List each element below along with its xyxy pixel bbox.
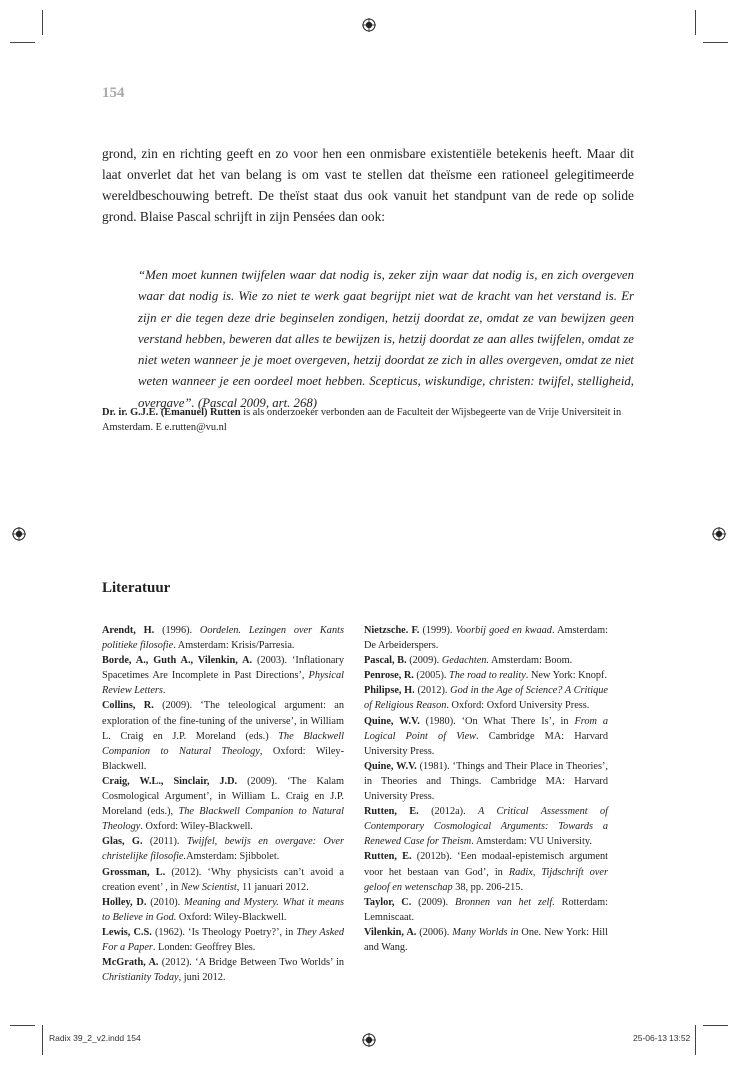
crop-mark-bottom-left-h	[10, 1025, 35, 1026]
reference-author: Holley, D.	[102, 896, 147, 908]
reference-title: Twijfel, bewijs en overgave: Over christelijke filosofie.	[102, 836, 344, 863]
reference-author: Glas, G.	[102, 836, 143, 848]
reference-text: (2012a).	[418, 806, 479, 818]
crop-mark-top-left-h	[10, 42, 35, 43]
author-name: Dr. ir. G.J.E. (Emanuel) Rutten	[102, 407, 241, 418]
reference-text: , Oxford: Wiley-Blackwell.	[102, 745, 344, 772]
reference-title: God in the Age of Science? A Critique of Religious Reason	[364, 685, 608, 712]
reference-entry	[102, 623, 344, 653]
reference-author: Vilenkin, A.	[364, 926, 417, 938]
reference-title: Oordelen. Lezingen over Kants politieke filosofie	[102, 625, 344, 652]
reference-text: (2012). ‘Why physicists can’t avoid a creation event’ , in	[102, 866, 345, 893]
reference-author: McGrath, A.	[102, 957, 159, 969]
reference-text: (2012).	[414, 685, 451, 697]
reference-text: . Amsterdam: Krisis/Parresia.	[173, 640, 295, 652]
reference-text: One. New York: Hill and Wang.	[364, 926, 609, 953]
reference-author: Craig, W.L., Sinclair, J.D.	[102, 775, 238, 787]
reference-text: . New York: Knopf.	[525, 670, 608, 682]
reference-text: . Amsterdam: VU University.	[471, 836, 592, 848]
reference-title: From a Logical Point of View	[364, 715, 608, 742]
reference-author: Penrose, R.	[364, 670, 414, 682]
literature-heading: Literatuur	[102, 580, 171, 596]
registration-mark-left-icon	[12, 527, 26, 541]
reference-text: (2011).	[142, 836, 187, 848]
reference-title: Christianity Today	[102, 972, 179, 984]
reference-text: . Oxford: Wiley-Blackwell.	[140, 821, 253, 833]
reference-text: , juni 2012.	[178, 972, 226, 984]
reference-title: Gedachten.	[441, 655, 489, 667]
reference-entry	[364, 683, 608, 713]
crop-mark-top-right-h	[703, 42, 728, 43]
reference-text: (2009). ‘The teleological argument: an exploration of the fine-tuning of the universe’, in William L. Craig en J.P. Moreland (eds.)	[102, 700, 344, 742]
reference-entry	[364, 925, 608, 955]
reference-title: A Critical Assessment of Contemporary Cosmological Arguments: Towards a Renewed Case for Theism	[364, 806, 608, 848]
reference-entry	[364, 759, 608, 804]
footer-time: 13:52	[669, 1033, 691, 1043]
reference-text: 38, pp. 206-215.	[452, 881, 524, 893]
body-paragraph: grond, zin en richting geeft en zo voor hen een onmisbare existentiële betekenis heeft. Maar dit laat onverlet dat het van belang is om vast te stellen dat theïsme een rationeel gelegitimeerde wereldbeschouwing betreft. De theïst staat dus ook vanuit het standpunt van de rede op solide grond. Blaise Pascal schrijft in zijn Pensées dan ook:	[102, 146, 634, 224]
author-bio	[102, 405, 634, 435]
reference-entry	[364, 668, 608, 683]
registration-mark-top-icon	[362, 18, 376, 32]
reference-text: Amsterdam: Boom.	[489, 655, 573, 667]
reference-entry	[364, 714, 608, 759]
reference-author: Nietzsche. F.	[364, 625, 420, 636]
reference-text: . Londen: Geoffrey Bles.	[152, 941, 256, 953]
reference-entry	[102, 955, 344, 985]
reference-author: Borde, A., Guth A., Vilenkin, A.	[102, 655, 253, 667]
registration-mark-right-icon	[712, 527, 726, 541]
reference-text: (1996).	[154, 625, 200, 636]
reference-title: Many Worlds in	[452, 926, 519, 938]
reference-text: , 11 januari 2012.	[236, 881, 309, 893]
reference-entry	[102, 834, 344, 864]
reference-title: The Blackwell Companion to Natural Theology	[102, 806, 345, 833]
reference-text: (1962). ‘Is Theology Poetry?’, in	[151, 926, 297, 938]
reference-text: . Amsterdam: De Arbeiderspers.	[364, 625, 608, 652]
reference-text: (2006).	[416, 926, 453, 938]
reference-title: The road to reality	[449, 670, 526, 682]
reference-author: Arendt, H.	[102, 625, 155, 636]
reference-title: The Blackwell Companion to Natural Theology	[102, 730, 344, 757]
reference-text: (1980). ‘On What There Is’, in	[419, 715, 575, 727]
reference-entry	[102, 925, 344, 955]
reference-title: Meaning and Mystery. What it means to Believe in God.	[102, 896, 344, 923]
reference-entry	[364, 895, 608, 925]
reference-entry	[364, 653, 608, 668]
reference-text: (2010).	[146, 896, 185, 908]
reference-author: Quine, W.V.	[364, 760, 417, 772]
reference-entry	[102, 865, 344, 895]
reference-entry	[102, 895, 344, 925]
reference-text: (2012b). ‘Een modaal-epistemisch argument voor het bestaan van God’, in	[364, 851, 608, 878]
reference-author: Pascal, B.	[364, 655, 407, 667]
author-bio-text: is als onderzoeker verbonden aan de Faculteit der Wijsbegeerte van de Vrije Universiteit in Amsterdam. E e.rutten@vu.nl	[102, 407, 622, 433]
reference-text: Rotterdam: Lemniscaat.	[364, 896, 608, 923]
reference-entry	[364, 849, 608, 894]
reference-text: (2009).	[411, 896, 455, 908]
references-right-column	[364, 623, 608, 955]
crop-mark-top-right-v	[695, 10, 696, 35]
reference-text: (2012). ‘A Bridge Between Two Worlds’ in	[158, 957, 344, 969]
reference-author: Philipse, H.	[364, 685, 415, 697]
reference-text: . Oxford: Oxford University Press.	[446, 700, 590, 712]
crop-mark-bottom-right-h	[703, 1025, 728, 1026]
reference-text: Oxford: Wiley-Blackwell.	[176, 911, 287, 923]
reference-title: Physical Review Letters	[102, 670, 344, 697]
reference-text: (1981). ‘Things and Their Place in Theories’, in Theories and Things. Cambridge MA: Harvard University Press.	[364, 760, 608, 803]
reference-author: Rutten, E.	[364, 851, 412, 863]
reference-entry	[364, 623, 608, 653]
reference-text: (1999).	[419, 625, 456, 636]
reference-entry	[102, 698, 344, 773]
crop-mark-bottom-right-v	[695, 1025, 696, 1055]
reference-author: Taylor, C.	[364, 896, 412, 908]
reference-title: New Scientist	[181, 881, 237, 893]
reference-author: Quine, W.V.	[364, 715, 420, 727]
registration-mark-bottom-icon	[362, 1033, 376, 1047]
pascal-quote: “Men moet kunnen twijfelen waar dat nodig is, zeker zijn waar dat nodig is, en zich overgeven waar dat nodig is. Wie zo niet te werk gaat begrijpt niet wat de kracht van het verstand is. Er zijn er die tegen deze drie beginselen zondigen, hetzij doordat ze, omdat ze van bewijzen geen verstand hebben, beweren dat alles te bewijzen is, hetzij doordat ze aan alles twijfelen, omdat ze niet weten wanneer je je moet overgeven, hetzij doordat ze zich in alles overgeven, omdat ze niet weten wanneer je een oordeel moet hebben. Scepticus, wiskundige, christen: twijfel, stelligheid, overgave”. (Pascal 2009, art. 268)	[138, 268, 634, 410]
reference-title: Bronnen van het zelf.	[454, 896, 555, 908]
crop-mark-bottom-left-v	[42, 1025, 43, 1055]
reference-title: Voorbij goed en kwaad	[455, 625, 552, 636]
reference-author: Collins, R.	[102, 700, 154, 712]
reference-text: (2005).	[413, 670, 450, 682]
references-left-column	[102, 623, 344, 985]
reference-author: Rutten, E.	[364, 806, 419, 818]
reference-entry	[102, 774, 344, 834]
reference-title: Radix, Tijdschrift over geloof en wetenschap	[364, 866, 608, 893]
footer-date: 25-06-13	[633, 1033, 668, 1043]
reference-entry	[364, 804, 608, 849]
reference-text: Amsterdam: Sjibbolet.	[186, 851, 280, 863]
reference-author: Lewis, C.S.	[102, 926, 152, 938]
crop-mark-top-left-v	[42, 10, 43, 35]
reference-text: . Cambridge MA: Harvard University Press.	[364, 730, 608, 757]
reference-text: (2009).	[406, 655, 442, 667]
reference-text: (2009). ‘The Kalam Cosmological Argument’, in William L. Craig en J.P. Moreland (eds.),	[102, 775, 344, 818]
reference-text: (2003). ‘Inflationary Spacetimes Are Incomplete in Past Directions’,	[102, 655, 344, 682]
reference-entry	[102, 653, 344, 698]
page-number: 154	[102, 85, 125, 101]
reference-author: Grossman, L.	[102, 866, 166, 878]
footer-file-info: Radix 39_2_v2.indd 154	[49, 1033, 141, 1043]
reference-text: .	[162, 685, 166, 697]
reference-title: They Asked For a Paper	[102, 926, 344, 953]
